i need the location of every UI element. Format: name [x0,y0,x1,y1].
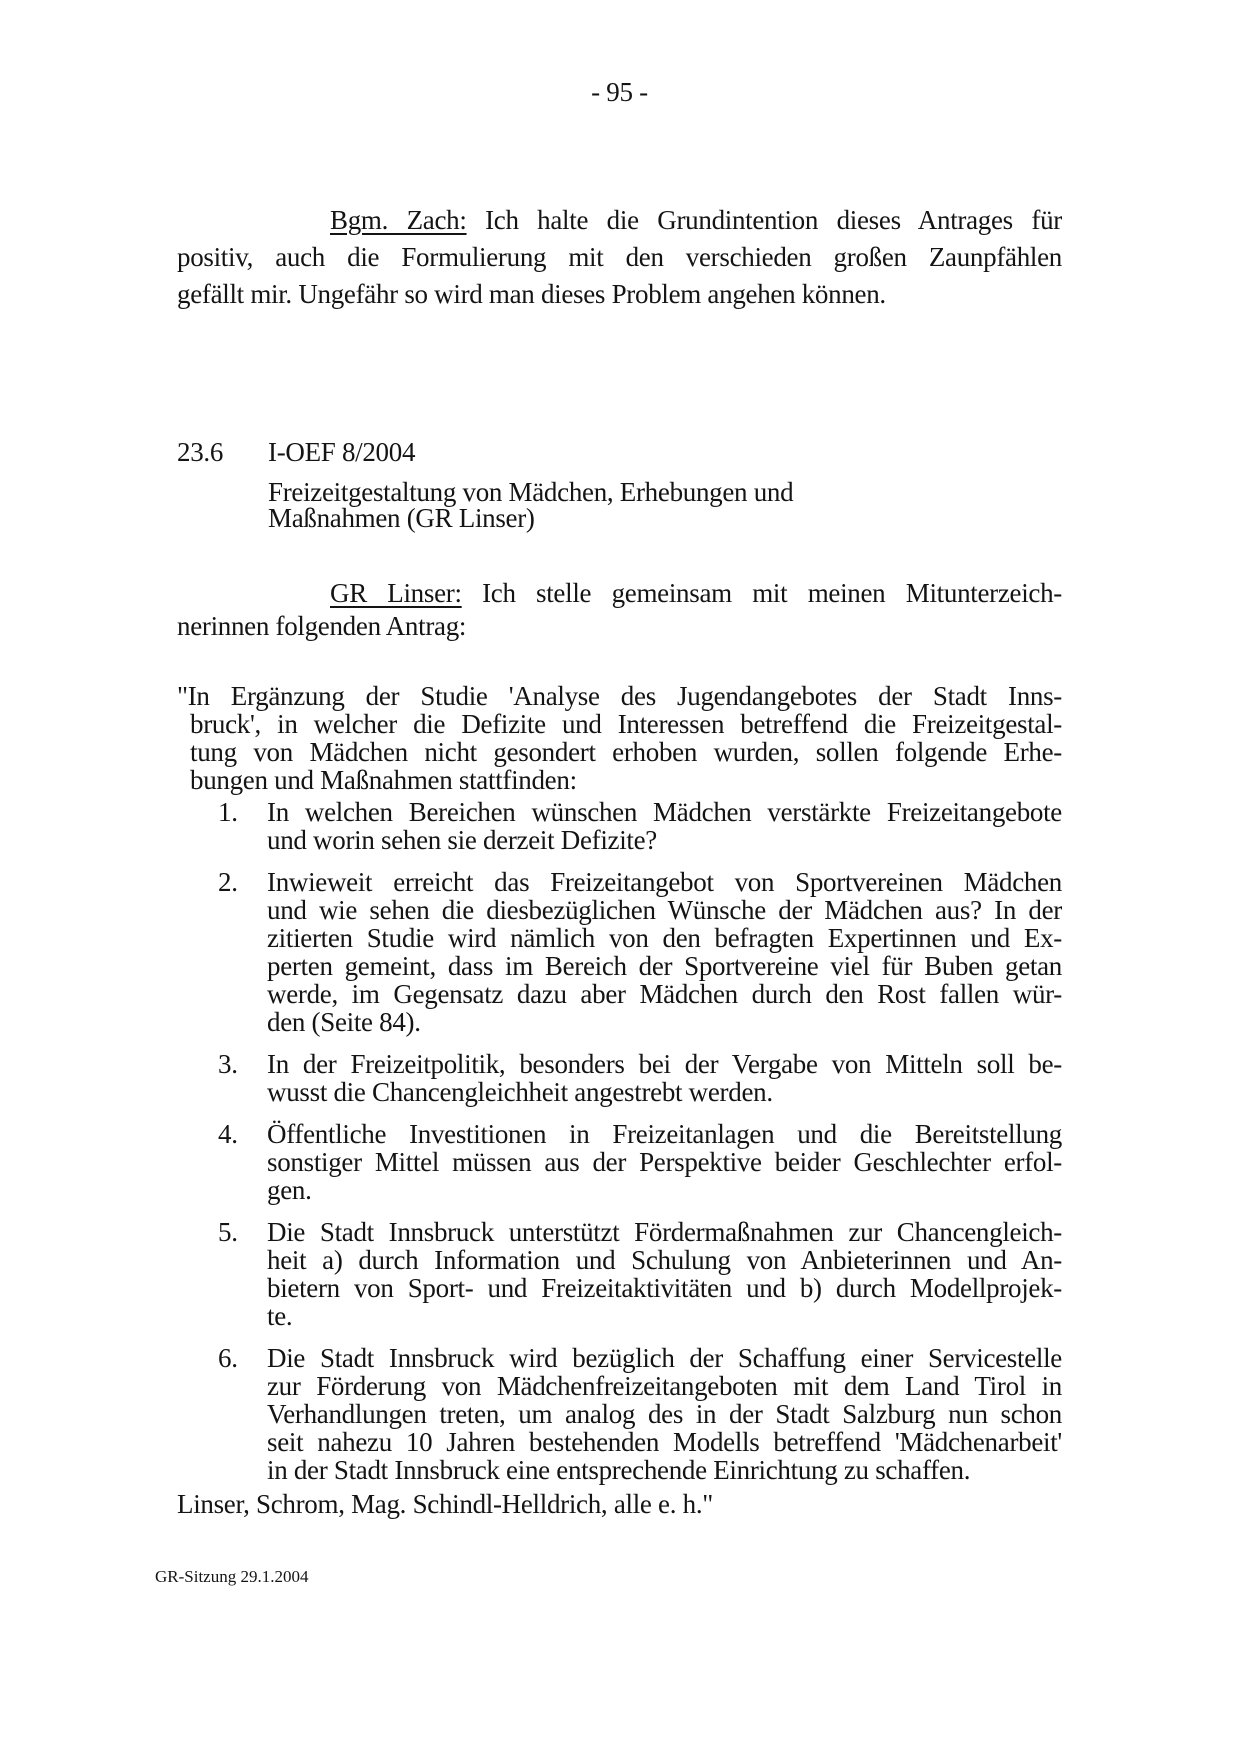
speech-text: Ich halte die Grundintention dieses Antrages für [485,205,1062,235]
text-line: zur Förderung von Mädchenfreizeitangeboten mit dem Land Tirol in [267,1371,1062,1401]
text-line: zitierten Studie wird nämlich von den befragten Expertinnen und Ex- [267,923,1062,953]
motion-item [177,1050,1062,1106]
text-line: in der Stadt Innsbruck eine entsprechende Einrichtung zu schaffen. [267,1455,971,1485]
item-text [267,1120,1062,1204]
speaker-name-zach: Bgm. Zach: [330,205,467,235]
section-heading [177,437,1062,467]
text-line: seit nahezu 10 Jahren bestehenden Modells betreffend 'Mädchenarbeit' [267,1427,1062,1457]
motion-item [177,1344,1062,1484]
text-line: bungen und Maßnahmen stattfinden: [190,765,577,795]
text-line: In der Freizeitpolitik, besonders bei der Vergabe von Mitteln soll be- [267,1049,1062,1079]
item-number: 4. [218,1119,238,1149]
signature-line: Linser, Schrom, Mag. Schindl-Helldrich, alle e. h." [177,1489,714,1519]
speaker-name-linser: GR Linser: [330,578,462,608]
speech-continuation [177,239,1062,313]
text-line: Maßnahmen (GR Linser) [268,503,535,533]
item-number: 1. [218,797,238,827]
text-line: werde, im Gegensatz dazu aber Mädchen durch den Rost fallen wür- [267,979,1062,1009]
item-text [267,868,1062,1036]
text-line: positiv, auch die Formulierung mit den verschieden großen Zaunpfählen [177,242,1062,272]
text-line: Die Stadt Innsbruck unterstützt Fördermaßnahmen zur Chancengleich- [267,1217,1062,1247]
speech-first-line [177,577,1062,610]
text-line: In welchen Bereichen wünschen Mädchen verstärkte Freizeitangebote [267,797,1062,827]
section-code: I-OEF 8/2004 [268,437,416,467]
text-line: tung von Mädchen nicht gesondert erhoben wurden, sollen folgende Erhe- [190,737,1062,767]
text-line: wusst die Chancengleichheit angestrebt werden. [267,1077,773,1107]
text-line: Öffentliche Investitionen in Freizeitanlagen und die Bereitstellung [267,1119,1062,1149]
text-line: bietern von Sport- und Freizeitaktivitäten und b) durch Modellprojek- [267,1273,1062,1303]
text-line: bruck', in welcher die Defizite und Interessen betreffend die Freizeitgestal- [190,709,1062,739]
text-line: Verhandlungen treten, um analog des in der Stadt Salzburg nun schon [267,1399,1062,1429]
speech-first-line [177,202,1062,239]
item-text [267,1218,1062,1330]
item-text [267,1344,1062,1484]
text-line: nerinnen folgenden Antrag: [177,611,467,641]
motion-intro [177,682,1062,794]
section-title [268,479,1062,531]
motion-item [177,798,1062,854]
text-line: und wie sehen die diesbezüglichen Wünsche der Mädchen aus? In der [267,895,1062,925]
item-number: 6. [218,1343,238,1373]
item-number: 2. [218,867,238,897]
motion-item [177,1120,1062,1204]
motion-item [177,1218,1062,1330]
text-line: gefällt mir. Ungefähr so wird man dieses Problem angehen können. [177,279,886,309]
page-number: - 95 - [591,77,648,107]
text-line: gen. [267,1175,312,1205]
item-text [267,1050,1062,1106]
item-text [267,798,1062,854]
page-footer: GR-Sitzung 29.1.2004 [155,1567,309,1586]
text-line: "In Ergänzung der Studie 'Analyse des Jugendangebotes der Stadt Inns- [177,681,1062,711]
section-number: 23.6 [177,437,224,467]
text-line: heit a) durch Information und Schulung von Anbieterinnen und An- [267,1245,1062,1275]
item-number: 3. [218,1049,238,1079]
speech-continuation [177,610,1062,643]
text-line: Freizeitgestaltung von Mädchen, Erhebungen und [268,477,794,507]
motion-list [177,798,1062,1484]
item-number: 5. [218,1217,238,1247]
text-line: te. [267,1301,293,1331]
text-line: Inwieweit erreicht das Freizeitangebot von Sportvereinen Mädchen [267,867,1062,897]
text-line: und worin sehen sie derzeit Defizite? [267,825,657,855]
text-line: den (Seite 84). [267,1007,421,1037]
text-line: perten gemeint, dass im Bereich der Sportvereine viel für Buben getan [267,951,1062,981]
motion-item [177,868,1062,1036]
speech-paragraph-linser [177,577,1062,643]
text-line: Die Stadt Innsbruck wird bezüglich der Schaffung einer Servicestelle [267,1343,1062,1373]
speech-text: Ich stelle gemeinsam mit meinen Mitunterzeich- [482,578,1062,608]
speech-paragraph-zach [177,202,1062,313]
text-line: sonstiger Mittel müssen aus der Perspektive beider Geschlechter erfol- [267,1147,1062,1177]
